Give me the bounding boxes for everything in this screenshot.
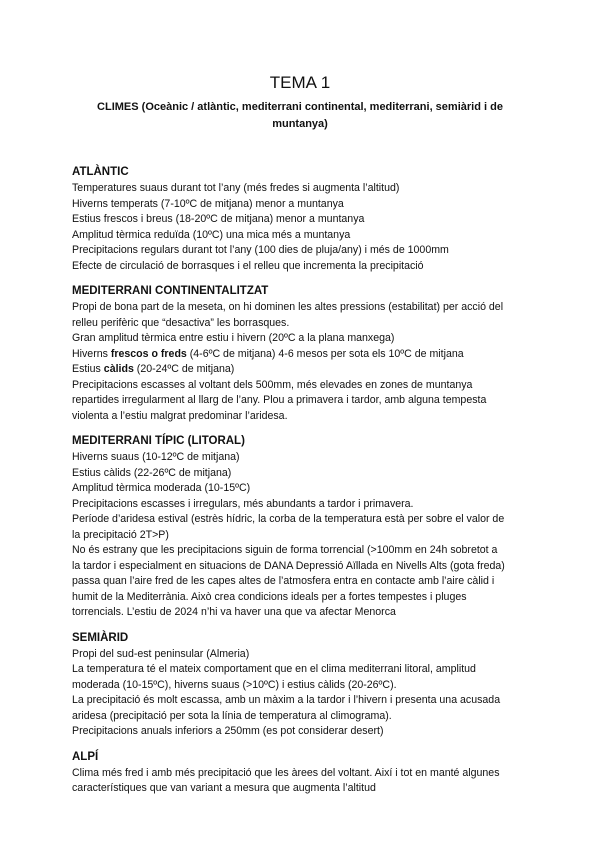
body-line — [72, 647, 528, 663]
body-line — [72, 709, 528, 725]
text-run: Hiverns temperats (7-10ºC de mitjana) menor a muntanya — [72, 197, 344, 210]
text-run: repartides irregularment al llarg de l’any. Plou a primavera i tardor, amb alguna tempesta — [72, 394, 487, 406]
bold-text: càlids — [103, 363, 134, 375]
section-heading: SEMIÀRID — [72, 631, 129, 644]
text-run: La temperatura té el mateix comportament que en el clima mediterrani litoral, amplitud — [72, 663, 476, 675]
text-run: humit de la Mediterrània. Això crea condicions ideals per a fortes tempestes i pluges — [72, 590, 467, 603]
body-line — [72, 316, 528, 332]
text-run: Estius càlids (22-26ºC de mitjana) — [72, 466, 232, 479]
section-5 — [72, 750, 528, 797]
page-title: TEMA 1 — [269, 73, 331, 92]
subtitle-line: muntanya) — [272, 118, 328, 130]
body-line — [72, 605, 528, 621]
body-line — [72, 590, 528, 606]
body-line — [72, 512, 528, 528]
text-run: Precipitacions anuals inferiors a 250mm (es pot considerar desert) — [72, 725, 384, 737]
body-line — [72, 362, 528, 378]
body-line — [72, 228, 528, 244]
text-run: No és estrany que les precipitacions siguin de forma torrencial (>100mm en 24h sobretot a — [72, 544, 498, 556]
text-run: Propi de bona part de la meseta, on hi dominen les altes pressions (estabilitat) per acció del — [72, 301, 504, 313]
text-run: (20-24ºC de mitjana) — [133, 363, 235, 375]
body-line — [72, 528, 528, 544]
body-line — [72, 409, 528, 425]
section-body — [72, 647, 528, 740]
text-run: Temperatures suaus durant tot l’any (més fredes si augmenta l’altitud) — [72, 182, 400, 194]
body-line — [72, 543, 528, 559]
body-line — [72, 766, 528, 782]
text-run: Precipitacions regulars durant tot l’any (100 dies de pluja/any) i més de 1000mm — [72, 244, 449, 256]
text-run: Amplitud tèrmica reduïda (10ºC) una mica més a muntanya — [72, 228, 351, 241]
body-line — [72, 450, 528, 466]
body-line — [72, 678, 528, 694]
body-line — [72, 693, 528, 709]
text-run: Precipitacions escasses i irregulars, més abundants a tardor i primavera. — [72, 497, 414, 510]
text-run: torrencials. L’estiu de 2024 n’hi va haver una que va afectar Menorca — [72, 606, 396, 618]
section-heading: ALPÍ — [72, 750, 99, 763]
text-run: Efecte de circulació de borrasques i el relleu que incrementa la precipitació — [72, 259, 424, 272]
text-run: Amplitud tèrmica moderada (10-15ºC) — [72, 482, 251, 494]
body-line — [72, 724, 528, 740]
body-line — [72, 259, 528, 275]
text-run: característiques que van variant a mesura que augmenta l’altitud — [72, 782, 376, 794]
text-run: Hiverns — [72, 347, 111, 360]
body-line — [72, 393, 528, 409]
climate-sections — [72, 165, 528, 797]
section-body — [72, 450, 528, 621]
body-line — [72, 181, 528, 197]
body-line — [72, 347, 528, 363]
body-line — [72, 197, 528, 213]
body-line — [72, 331, 528, 347]
section-3 — [72, 434, 528, 621]
text-run: relleu perifèric que “desactiva” les borrasques. — [72, 316, 290, 329]
section-heading: MEDITERRANI CONTINENTALITZAT — [72, 285, 269, 297]
body-line — [72, 300, 528, 316]
text-run: la precipitació 2T>P) — [72, 528, 169, 541]
section-4 — [72, 631, 528, 740]
section-body — [72, 181, 528, 274]
subtitle-line: CLIMES (Oceànic / atlàntic, mediterrani continental, mediterrani, semiàrid i de — [97, 101, 503, 113]
body-line — [72, 466, 528, 482]
text-run: Precipitacions escasses al voltant dels 500mm, més elevades en zones de muntanya — [72, 378, 473, 391]
bold-text: frescos o freds — [110, 347, 187, 360]
text-run: Propi del sud-est peninsular (Almeria) — [72, 647, 250, 660]
body-line — [72, 481, 528, 497]
section-body — [72, 766, 528, 797]
body-line — [72, 497, 528, 513]
text-run: Estius — [72, 363, 104, 375]
body-line — [72, 378, 528, 394]
text-run: Clima més fred i amb més precipitació que les àrees del voltant. Així i tot en manté algunes — [72, 766, 500, 779]
body-line — [72, 662, 528, 678]
body-line — [72, 781, 528, 797]
text-run: passa quan l’aire fred de les capes altes de l’atmosfera entra en contacte amb l’aire càlid i — [72, 575, 495, 587]
section-heading: MEDITERRANI TÍPIC (LITORAL) — [72, 435, 245, 447]
text-run: (4-6ºC de mitjana) 4-6 mesos per sota els 10ºC de mitjana — [186, 347, 464, 360]
text-run: Estius frescos i breus (18-20ºC de mitjana) menor a muntanya — [72, 213, 365, 225]
text-run: Hiverns suaus (10-12ºC de mitjana) — [72, 451, 240, 463]
section-body — [72, 300, 528, 424]
body-line — [72, 243, 528, 259]
body-line — [72, 559, 528, 575]
text-run: la tardor i especialment en situacions de DANA Depressió Aïllada en Nivells Alts (gota freda) — [72, 559, 505, 572]
text-run: Gran amplitud tèrmica entre estiu i hivern (20ºC a la plana manxega) — [72, 332, 395, 344]
section-1 — [72, 165, 528, 274]
text-run: aridesa (precipitació per sota la línia de temperatura al climograma). — [72, 709, 392, 722]
page-subtitle — [72, 99, 528, 133]
section-2 — [72, 284, 528, 424]
text-run: moderada (10-15ºC), hiverns suaus (>10ºC) i estius càlids (20-26ºC). — [72, 678, 397, 691]
text-run: Període d’aridesa estival (estrès hídric, la corba de la temperatura està per sobre el valor de — [72, 513, 505, 525]
text-run: La precipitació és molt escassa, amb un màxim a la tardor i l’hivern i presenta una acusada — [72, 694, 501, 706]
text-run: violenta a l’estiu malgrat predominar l’aridesa. — [72, 409, 288, 422]
body-line — [72, 212, 528, 228]
body-line — [72, 574, 528, 590]
section-heading: ATLÀNTIC — [72, 166, 129, 178]
